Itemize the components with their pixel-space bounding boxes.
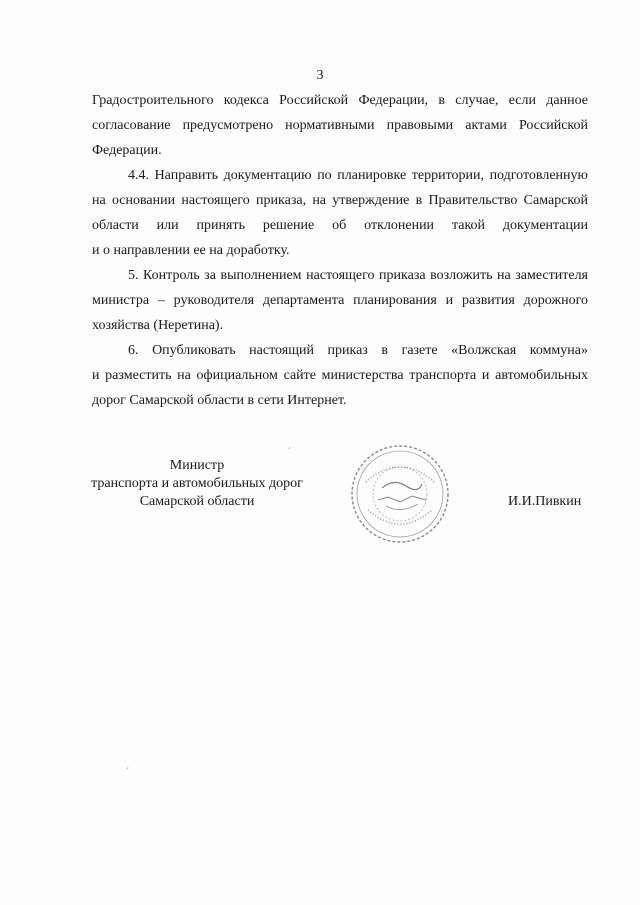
text-line: 5. Контроль за выполнением настоящего приказа возложить на заместителя	[128, 268, 588, 283]
text-line: согласование предусмотрено нормативными правовыми актами Российской	[92, 118, 588, 133]
document-body	[92, 88, 588, 413]
signatory-name: И.И.Пивкин	[508, 494, 582, 509]
signatory-title-line: транспорта и автомобильных дорог	[91, 476, 303, 491]
paragraph-4-4	[92, 163, 588, 263]
text-line: 4.4. Направить документацию по планировке территории, подготовленную	[128, 168, 588, 183]
paragraph-6	[92, 338, 588, 413]
text-line: 6. Опубликовать настоящий приказ в газете «Волжская коммуна»	[128, 343, 588, 358]
text-line: хозяйства (Неретина).	[92, 318, 224, 333]
signatory-title-line: Министр	[169, 458, 225, 473]
scan-speck: ´	[288, 446, 291, 456]
text-line: и о направлении ее на доработку.	[92, 243, 290, 258]
text-line: области или принять решение об отклонении такой документации	[92, 218, 588, 233]
signatory-title-line: Самарской области	[139, 494, 255, 509]
page-number: 3	[316, 68, 324, 83]
text-line: и разместить на официальном сайте министерства транспорта и автомобильных	[92, 368, 588, 383]
text-line: Федерации.	[92, 143, 162, 158]
text-line: министра – руководителя департамента планирования и развития дорожного	[92, 293, 588, 308]
paragraph-5	[92, 263, 588, 338]
paragraph-1	[92, 88, 588, 163]
stamp-seal-icon	[348, 442, 452, 546]
signature-block	[0, 458, 640, 558]
text-line: дорог Самарской области в сети Интернет.	[92, 393, 347, 408]
text-line: Градостроительного кодекса Российской Федерации, в случае, если данное	[92, 93, 588, 108]
text-line: на основании настоящего приказа, на утверждение в Правительство Самарской	[92, 193, 588, 208]
scan-speck: ´	[126, 766, 129, 776]
